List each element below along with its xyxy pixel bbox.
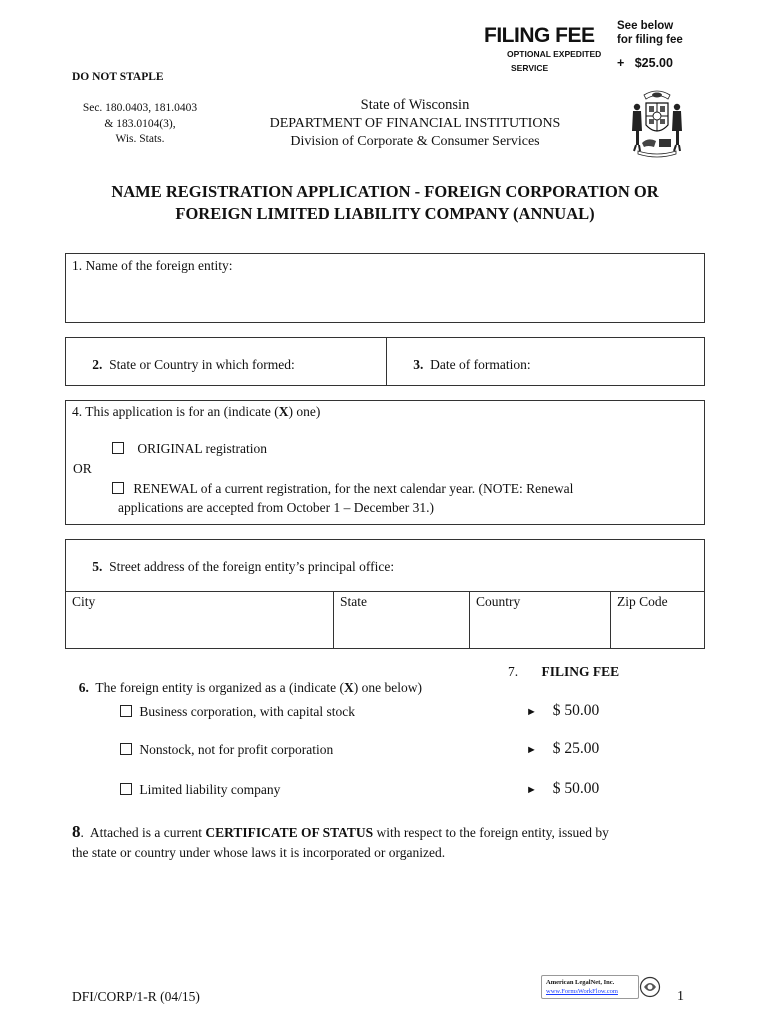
publisher-logo-icon xyxy=(639,975,661,1004)
formation-row xyxy=(65,337,705,386)
section8-number: 8 xyxy=(72,822,81,841)
section1-label-text: . Name of the foreign entity: xyxy=(78,258,233,273)
do-not-staple: DO NOT STAPLE xyxy=(72,71,164,83)
section6-label-pre: The foreign entity is organized as a (indicate ( xyxy=(88,680,345,695)
renewal-note-line2: applications are accepted from October 1 – December 31.) xyxy=(118,500,434,515)
section3-label-text: Date of formation: xyxy=(423,357,531,372)
certificate-of-status-statement xyxy=(72,822,712,863)
llc-option[interactable] xyxy=(120,782,280,798)
optional-line2: SERVICE xyxy=(511,63,549,73)
section8-line2: the state or country under whose laws it is incorporated or organized. xyxy=(72,845,446,860)
llc-fee xyxy=(526,780,599,798)
business-corporation-checkbox[interactable] xyxy=(120,705,132,717)
section6-number: 6. xyxy=(78,680,89,695)
nonstock-corporation-fee xyxy=(526,740,599,758)
see-below-line1: See below xyxy=(617,20,674,32)
statute-line2: & 183.0104(3), xyxy=(104,117,176,130)
application-type-box xyxy=(65,400,705,525)
llc-checkbox[interactable] xyxy=(120,783,132,795)
business-corporation-label: Business corporation, with capital stock xyxy=(139,704,355,719)
section8-line1 xyxy=(72,822,712,843)
section7-label-text: FILING FEE xyxy=(541,664,620,679)
application-type-label xyxy=(72,404,320,420)
agency-department: DEPARTMENT OF FINANCIAL INSTITUTIONS xyxy=(269,115,561,131)
section4-label-x: X xyxy=(278,404,289,419)
publisher-url[interactable]: www.FormsWorkFlow.com xyxy=(546,988,618,995)
section8-text-post: with respect to the foreign entity, issued by xyxy=(373,825,609,840)
original-registration-option[interactable] xyxy=(112,441,267,457)
section6-label-x: X xyxy=(344,680,354,695)
publisher-name: American LegalNet, Inc. xyxy=(546,979,615,986)
section2-label-text: State or Country in which formed: xyxy=(102,357,295,372)
original-registration-checkbox[interactable] xyxy=(112,442,124,454)
section2-number: 2. xyxy=(92,357,103,372)
zip-code-field[interactable] xyxy=(610,592,704,648)
entity-type-label xyxy=(72,664,422,696)
form-title-line1: NAME REGISTRATION APPLICATION - FOREIGN CORPORATION OR xyxy=(111,182,659,201)
optional-expedited-label xyxy=(507,47,601,75)
street-address-label xyxy=(72,543,394,591)
agency-state: State of Wisconsin xyxy=(360,97,470,113)
filing-fee-section-label xyxy=(508,664,619,680)
country-label: Country xyxy=(476,594,521,609)
nonstock-corporation-checkbox[interactable] xyxy=(120,743,132,755)
business-corporation-option[interactable] xyxy=(120,704,355,720)
publisher-badge[interactable] xyxy=(541,975,666,1001)
renewal-registration-option[interactable] xyxy=(112,481,573,497)
renewal-registration-checkbox[interactable] xyxy=(112,482,124,494)
statute-line3: Wis. Stats. xyxy=(115,133,165,145)
llc-label: Limited liability company xyxy=(139,782,281,797)
page-number: 1 xyxy=(677,989,684,1004)
fee-arrow-icon: ► xyxy=(526,784,537,796)
statute-reference xyxy=(70,101,210,148)
filing-fee-heading: FILING FEE xyxy=(484,24,595,47)
business-corporation-fee-amount: $ 50.00 xyxy=(552,702,600,719)
wisconsin-state-seal-icon xyxy=(628,87,686,159)
fee-arrow-icon: ► xyxy=(526,706,537,718)
street-address-field[interactable] xyxy=(66,540,704,592)
section1-number: 1 xyxy=(72,258,79,273)
section4-number: 4 xyxy=(72,404,79,419)
business-corporation-fee xyxy=(526,702,599,720)
date-of-formation-label xyxy=(393,341,531,389)
llc-fee-amount: $ 50.00 xyxy=(552,780,600,797)
form-code: DFI/CORP/1-R (04/15) xyxy=(72,989,200,1004)
entity-name-label xyxy=(72,258,232,274)
see-below-note xyxy=(617,19,683,47)
publisher-box xyxy=(541,975,639,999)
statute-line1: Sec. 180.0403, 181.0403 xyxy=(82,102,198,114)
nonstock-corporation-fee-amount: $ 25.00 xyxy=(552,740,600,757)
date-of-formation-field[interactable] xyxy=(386,338,704,385)
section4-label-pre: . This application is for an (indicate ( xyxy=(78,404,279,419)
country-field[interactable] xyxy=(469,592,611,648)
nonstock-corporation-label: Nonstock, not for profit corporation xyxy=(139,742,334,757)
section4-label-post: ) one) xyxy=(288,404,321,419)
agency-block xyxy=(230,96,600,152)
state-label: State xyxy=(340,594,367,609)
city-field[interactable] xyxy=(66,592,334,648)
renewal-registration-label: RENEWAL of a current registration, for the next calendar year. (NOTE: Renewal xyxy=(133,481,574,496)
optional-line1: OPTIONAL EXPEDITED xyxy=(507,49,602,59)
entity-name-box[interactable] xyxy=(65,253,705,323)
form-title-line2: FOREIGN LIMITED LIABILITY COMPANY (ANNUAL) xyxy=(175,204,595,223)
or-separator: OR xyxy=(73,461,92,476)
zip-code-label: Zip Code xyxy=(617,594,668,609)
city-label: City xyxy=(72,594,96,609)
section5-label-text: Street address of the foreign entity’s principal office: xyxy=(102,559,395,574)
section7-number: 7. xyxy=(508,664,519,679)
original-registration-label: ORIGINAL registration xyxy=(137,441,267,456)
state-of-formation-field[interactable] xyxy=(66,338,387,385)
see-below-line2: for filing fee xyxy=(617,34,683,46)
state-field[interactable] xyxy=(333,592,470,648)
principal-office-box xyxy=(65,539,705,649)
section8-text-pre: . Attached is a current xyxy=(80,825,206,840)
fee-arrow-icon: ► xyxy=(526,744,537,756)
section6-label-post: ) one below) xyxy=(353,680,423,695)
agency-division: Division of Corporate & Consumer Services xyxy=(290,134,540,149)
form-title xyxy=(60,181,710,225)
section3-number: 3. xyxy=(413,357,424,372)
expedited-fee: + $25.00 xyxy=(617,56,673,70)
nonstock-corporation-option[interactable] xyxy=(120,742,333,758)
section8-text-bold: CERTIFICATE OF STATUS xyxy=(205,825,374,840)
section5-number: 5. xyxy=(92,559,103,574)
state-of-formation-label xyxy=(72,341,295,389)
